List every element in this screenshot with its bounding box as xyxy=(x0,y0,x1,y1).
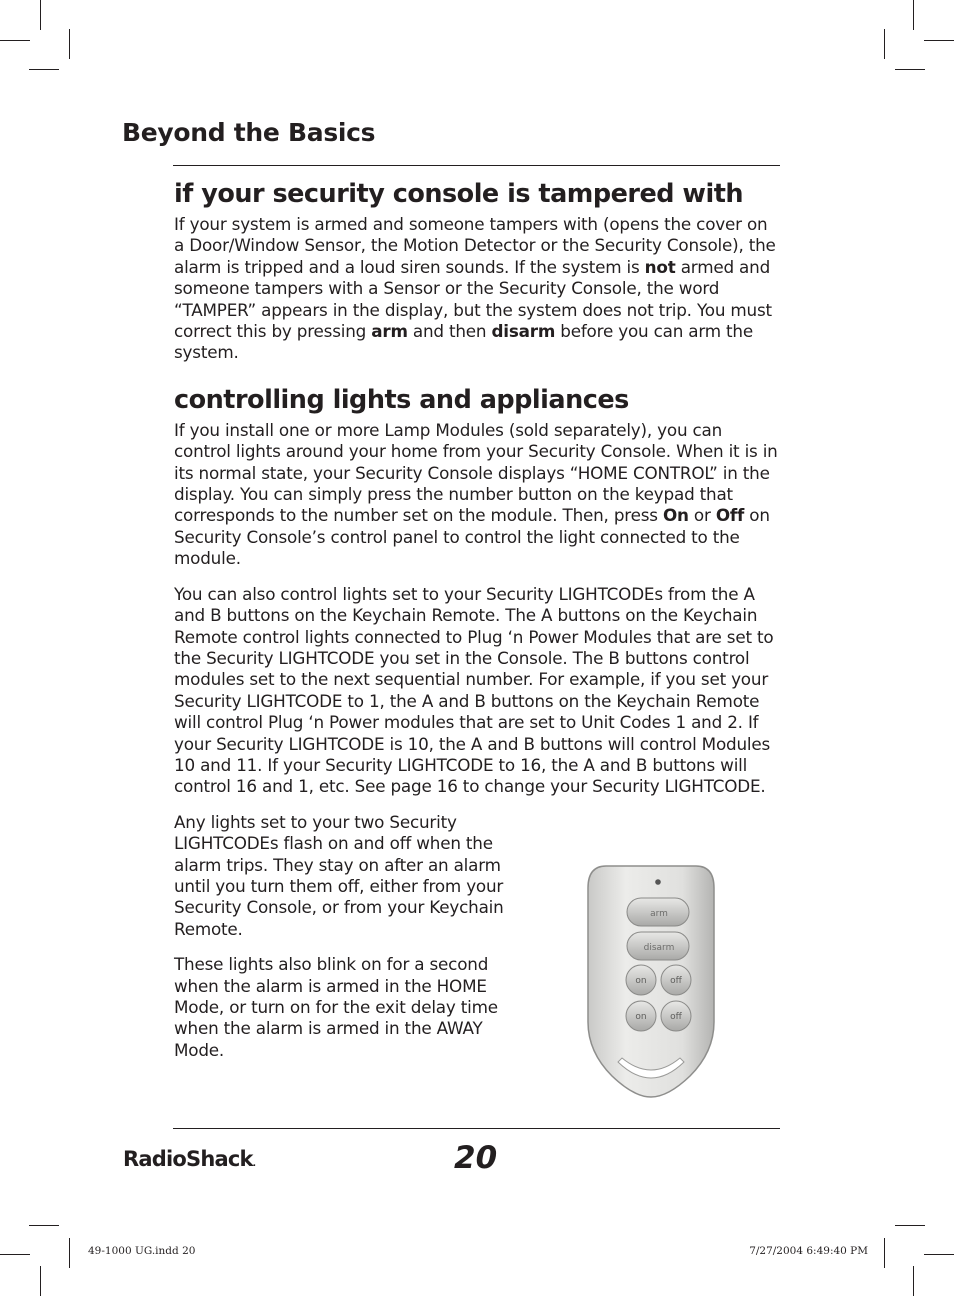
paragraph-flash: Any lights set to your two Security LIGHTCODEs flash on and off when the alarm trips. They stay on after an alarm until you turn them off, either from your Security Console, or from your Keychain Remote. xyxy=(174,811,504,939)
keychain-remote-image xyxy=(584,862,718,1100)
header-rule xyxy=(173,165,780,166)
led-indicator xyxy=(655,879,661,885)
disarm-button-label: disarm xyxy=(643,943,675,953)
arm-button-label: arm xyxy=(650,909,668,919)
off-b-button-label: off xyxy=(670,1012,682,1022)
paragraph-lightcodes: You can also control lights set to your Security LIGHTCODEs from the A and B buttons on the Keychain Remote. The A buttons on the Keychain Remote control lights connected to Plug ‘n Power Modules that are set to the Security LIGHTCODE you set in the Console. The B buttons control modules set to the next sequential number. For example, if you set your Security LIGHTCODE to 1, the A and B buttons on the Keychain Remote will control Plug ‘n Power modules that are set to Unit Codes 1 and 2. If your Security LIGHTCODE is 10, the A and B buttons will control Modules 10 and 11. If your Security LIGHTCODE to 16, the A and B buttons will control 16 and 1, etc. See page 16 to change your Security LIGHTCODE. xyxy=(174,583,774,797)
off-a-button-label: off xyxy=(670,976,682,986)
print-slug-right: 7/27/2004 6:49:40 PM xyxy=(749,1245,868,1257)
paragraph-blink: These lights also blink on for a second when the alarm is armed in the HOME Mode, or turn on for the exit delay time when the alarm is armed in the AWAY Mode. xyxy=(174,954,498,1060)
on-a-button-label: on xyxy=(635,976,647,986)
section-title: Beyond the Basics xyxy=(122,118,376,147)
print-slug-left: 49-1000 UG.indd 20 xyxy=(88,1245,196,1257)
page-number: 20 xyxy=(454,1140,498,1176)
radioshack-logo: RadioShack. xyxy=(123,1147,256,1171)
paragraph-tamper: If your system is armed and someone tampers with (opens the cover on a Door/Window Sensor, the Motion Detector or the Security Console), the alarm is tripped and a loud siren sounds. If the system is not armed and someone tampers with a Sensor or the Security Console, the word “TAMPER” appears in the display, but the system does not trip. You must correct this by pressing arm and then disarm before you can arm the system. xyxy=(174,214,776,363)
paragraph-lamp-modules: If you install one or more Lamp Modules (sold separately), you can control lights around your home from your Security Console. When it is in its normal state, your Security Console displays “HOME CONTROL” in the display. You can simply press the number button on the keypad that corresponds to the number set on the module. Then, press On or Off on Security Console’s control panel to control the light connected to the module. xyxy=(174,419,778,569)
footer-rule xyxy=(173,1128,780,1129)
on-b-button-label: on xyxy=(635,1012,647,1022)
heading-tamper: if your security console is tampered with xyxy=(174,179,744,209)
heading-lights: controlling lights and appliances xyxy=(174,384,629,415)
